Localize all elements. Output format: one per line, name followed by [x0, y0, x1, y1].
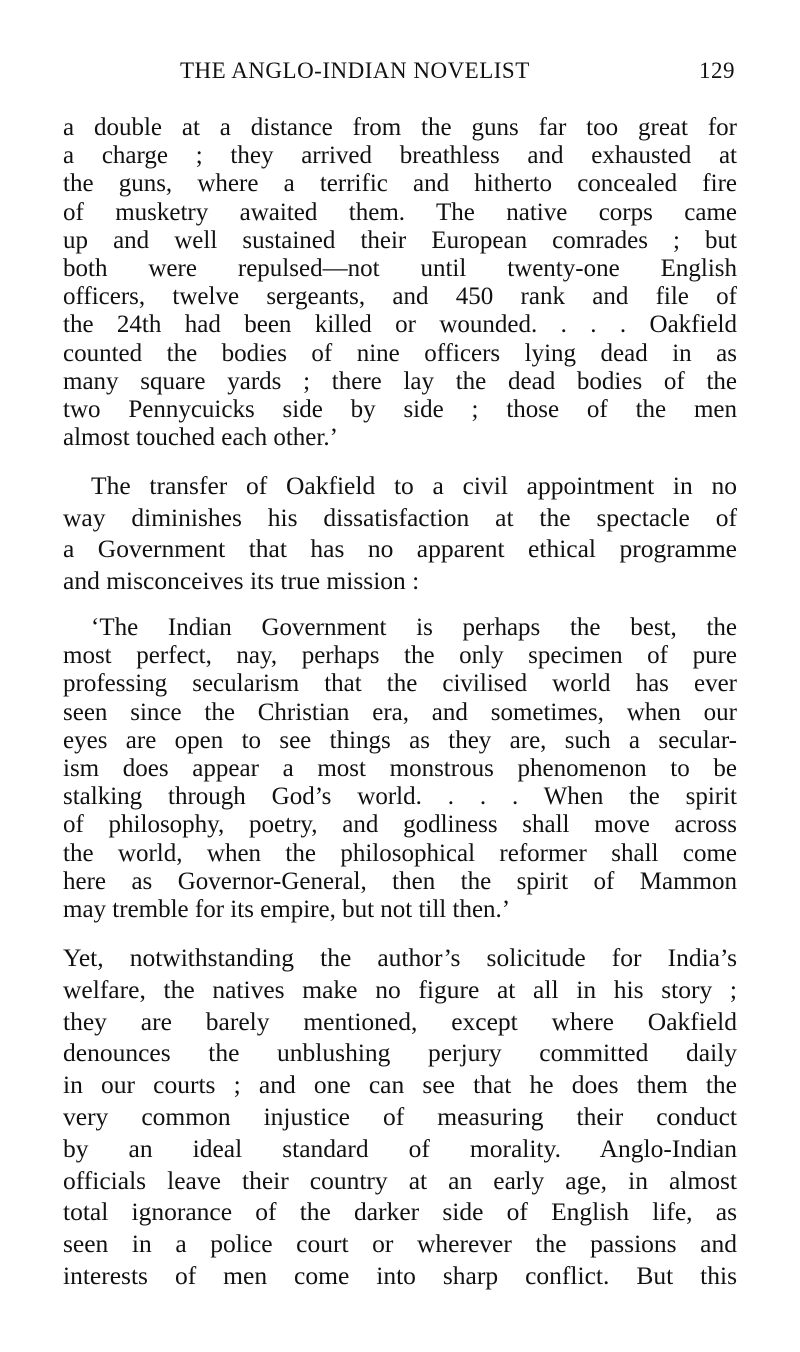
text-line: stalking through God’s world. . . . When the spirit: [63, 783, 737, 811]
text-line: very common injustice of measuring their conduct: [63, 1101, 737, 1131]
text-line: interests of men come into sharp conflict. But this: [63, 1260, 737, 1290]
text-line: The transfer of Oakfield to a civil appointment in no: [91, 471, 737, 500]
text-line: counted the bodies of nine officers lying dead in as: [63, 339, 737, 367]
text-line: the world, when the philosophical reformer shall come: [63, 839, 737, 867]
text-line: most perfect, nay, perhaps the only specimen of pure: [63, 642, 737, 670]
text-line: up and well sustained their European comrades ; but: [63, 226, 737, 254]
text-line: here as Governor-General, then the spirit of Mammon: [63, 867, 737, 895]
text-line: ism does appear a most monstrous phenomenon to be: [63, 755, 737, 783]
text-line: total ignorance of the darker side of English life, as: [63, 1197, 737, 1227]
text-line: of musketry awaited them. The native corps came: [63, 198, 737, 226]
body-paragraph: [63, 470, 737, 596]
text-line: welfare, the natives make no figure at all in his story ;: [63, 974, 737, 1004]
text-line: way diminishes his dissatisfaction at the spectacle of: [63, 502, 737, 532]
quoted-passage: [63, 614, 737, 924]
text-line: officials leave their country at an early age, in almost: [63, 1165, 737, 1195]
text-line: the guns, where a terrific and hitherto concealed fire: [63, 170, 737, 198]
quoted-passage-continued: [63, 114, 737, 452]
text-line: ‘The Indian Government is perhaps the best, the: [91, 614, 737, 641]
text-line: of philosophy, poetry, and godliness shall move across: [63, 811, 737, 839]
text-line: two Pennycuicks side by side ; those of the men: [63, 396, 737, 424]
body-paragraph: [63, 942, 737, 1292]
text-line: officers, twelve sergeants, and 450 rank and file of: [63, 283, 737, 311]
text-line: by an ideal standard of morality. Anglo-Indian: [63, 1133, 737, 1163]
text-line: denounces the unblushing perjury committed daily: [63, 1038, 737, 1068]
text-line: seen since the Christian era, and sometimes, when our: [63, 698, 737, 726]
text-line: they are barely mentioned, except where Oakfield: [63, 1006, 737, 1036]
text-line: a Government that has no apparent ethical programme: [63, 534, 737, 563]
page-number: 129: [699, 58, 735, 83]
text-line: and misconceives its true mission :: [63, 565, 420, 595]
text-line: a charge ; they arrived breathless and exhausted at: [63, 142, 737, 170]
text-line: seen in a police court or wherever the passions and: [63, 1229, 737, 1259]
text-line: professing secularism that the civilised world has ever: [63, 670, 737, 698]
text-line: in our courts ; and one can see that he does them the: [63, 1070, 737, 1100]
text-line: may tremble for its empire, but not till then.’: [63, 896, 511, 924]
text-line: both were repulsed—not until twenty-one English: [63, 255, 737, 283]
running-header: [180, 58, 740, 88]
text-line: the 24th had been killed or wounded. . . . Oakfield: [63, 311, 737, 339]
text-line: a double at a distance from the guns far too great for: [63, 114, 737, 141]
running-title: THE ANGLO-INDIAN NOVELIST: [180, 58, 530, 83]
text-line: Yet, notwithstanding the author’s solicitude for India’s: [63, 943, 737, 972]
text-line: almost touched each other.’: [63, 424, 338, 452]
text-line: eyes are open to see things as they are, such a secular-: [63, 726, 737, 754]
text-line: many square yards ; there lay the dead bodies of the: [63, 367, 737, 395]
